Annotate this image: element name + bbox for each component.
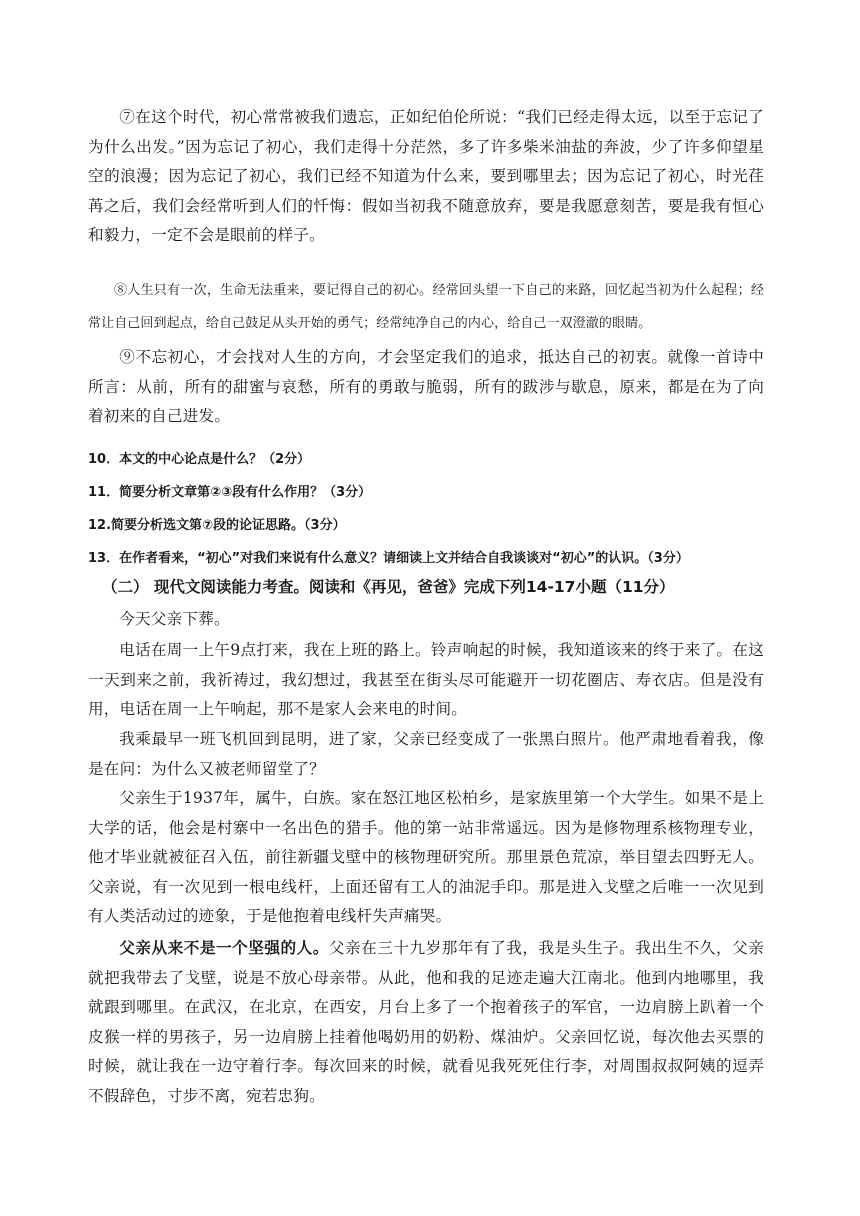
- question-11: 11．简要分析文章第②③段有什么作用？（3分）: [88, 485, 372, 500]
- section-2-heading: （二） 现代文阅读能力考查。阅读和《再见，爸爸》完成下列14-17小题（11分）: [102, 578, 675, 596]
- question-13: 13．在作者看来，“初心”对我们来说有什么意义？请细读上文并结合自我谈谈对“初心”的认识。（3分）: [88, 551, 689, 566]
- paragraph-8: ⑧人生只有一次，生命无法重来，要记得自己的初心。经常回头望一下自己的来路，回忆起当初为什么起程；经常让自己回到起点，给自己鼓足从头开始的勇气；经常纯净自己的内心，给自己一双澄澈的眼睛。: [88, 283, 764, 331]
- story-paragraph-2: 电话在周一上午9点打来，我在上班的路上。铃声响起的时候，我知道该来的终于来了。在这一天到来之前，我祈祷过，我幻想过，我甚至在街头尽可能避开一切花圈店、寿衣店。但是没有用，电话在周一上午响起，那不是家人会来电的时间。: [88, 641, 764, 718]
- story-paragraph-5-rest: 父亲在三十九岁那年有了我，我是头生子。我出生不久，父亲就把我带去了戈壁，说是不放心母亲带。从此，他和我的足迹走遍大江南北。他到内地哪里，我就跟到哪里。在武汉，在北京，在西安，月台上多了一个抱着孩子的军官，一边肩膀上趴着一个皮猴一样的男孩子，另一边肩膀上挂着他喝奶用的奶粉、煤油炉。父亲回忆说，每次他去买票的时候，就让我在一边守着行李。每次回来的时候，就看见我死死住行李，对周围叔叔阿姨的逗弄不假辞色，寸步不离，宛若忠狗。: [88, 939, 764, 1105]
- question-12: 12.简要分析选文第⑦段的论证思路。（3分）: [88, 518, 346, 533]
- paragraph-7: ⑦在这个时代，初心常常被我们遗忘，正如纪伯伦所说：“我们已经走得太远，以至于忘记了为什么出发。”因为忘记了初心，我们走得十分茫然，多了许多柴米油盐的奔波，少了许多仰望星空的浪漫；因为忘记了初心，我们已经不知道为什么来，要到哪里去；因为忘记了初心，时光荏苒之后，我们会经常听到人们的忏悔：假如当初我不随意放弃，要是我愿意刻苦，要是我有恒心和毅力，一定不会是眼前的样子。: [88, 108, 764, 244]
- story-paragraph-5: [88, 933, 764, 1111]
- story-paragraph-3: 我乘最早一班飞机回到昆明，进了家，父亲已经变成了一张黑白照片。他严肃地看着我，像是在问：为什么又被老师留堂了？: [88, 730, 764, 778]
- story-paragraph-4: 父亲生于1937年，属牛，白族。家在怒江地区松柏乡，是家族里第一个大学生。如果不是上大学的话，他会是村寨中一名出色的猎手。他的第一站非常遥远。因为是修物理系核物理专业，他才毕业就被征召入伍，前往新疆戈壁中的核物理研究所。那里景色荒凉，举目望去四野无人。父亲说，有一次见到一根电线杆，上面还留有工人的油泥手印。那是进入戈壁之后唯一一次见到有人类活动过的迹象，于是他抱着电线杆失声痛哭。: [88, 789, 764, 925]
- question-10: 10．本文的中心论点是什么？（2分）: [88, 452, 311, 467]
- paragraph-9: ⑨不忘初心，才会找对人生的方向，才会坚定我们的追求，抵达自己的初衷。就像一首诗中所言：从前，所有的甜蜜与哀愁，所有的勇敢与脆弱，所有的跋涉与歇息，原来，都是在为了向着初来的自己进发。: [88, 348, 764, 425]
- story-paragraph-5-lead: 父亲从来不是一个坚强的人。: [119, 938, 329, 957]
- story-paragraph-1: 今天父亲下葬。: [119, 610, 230, 628]
